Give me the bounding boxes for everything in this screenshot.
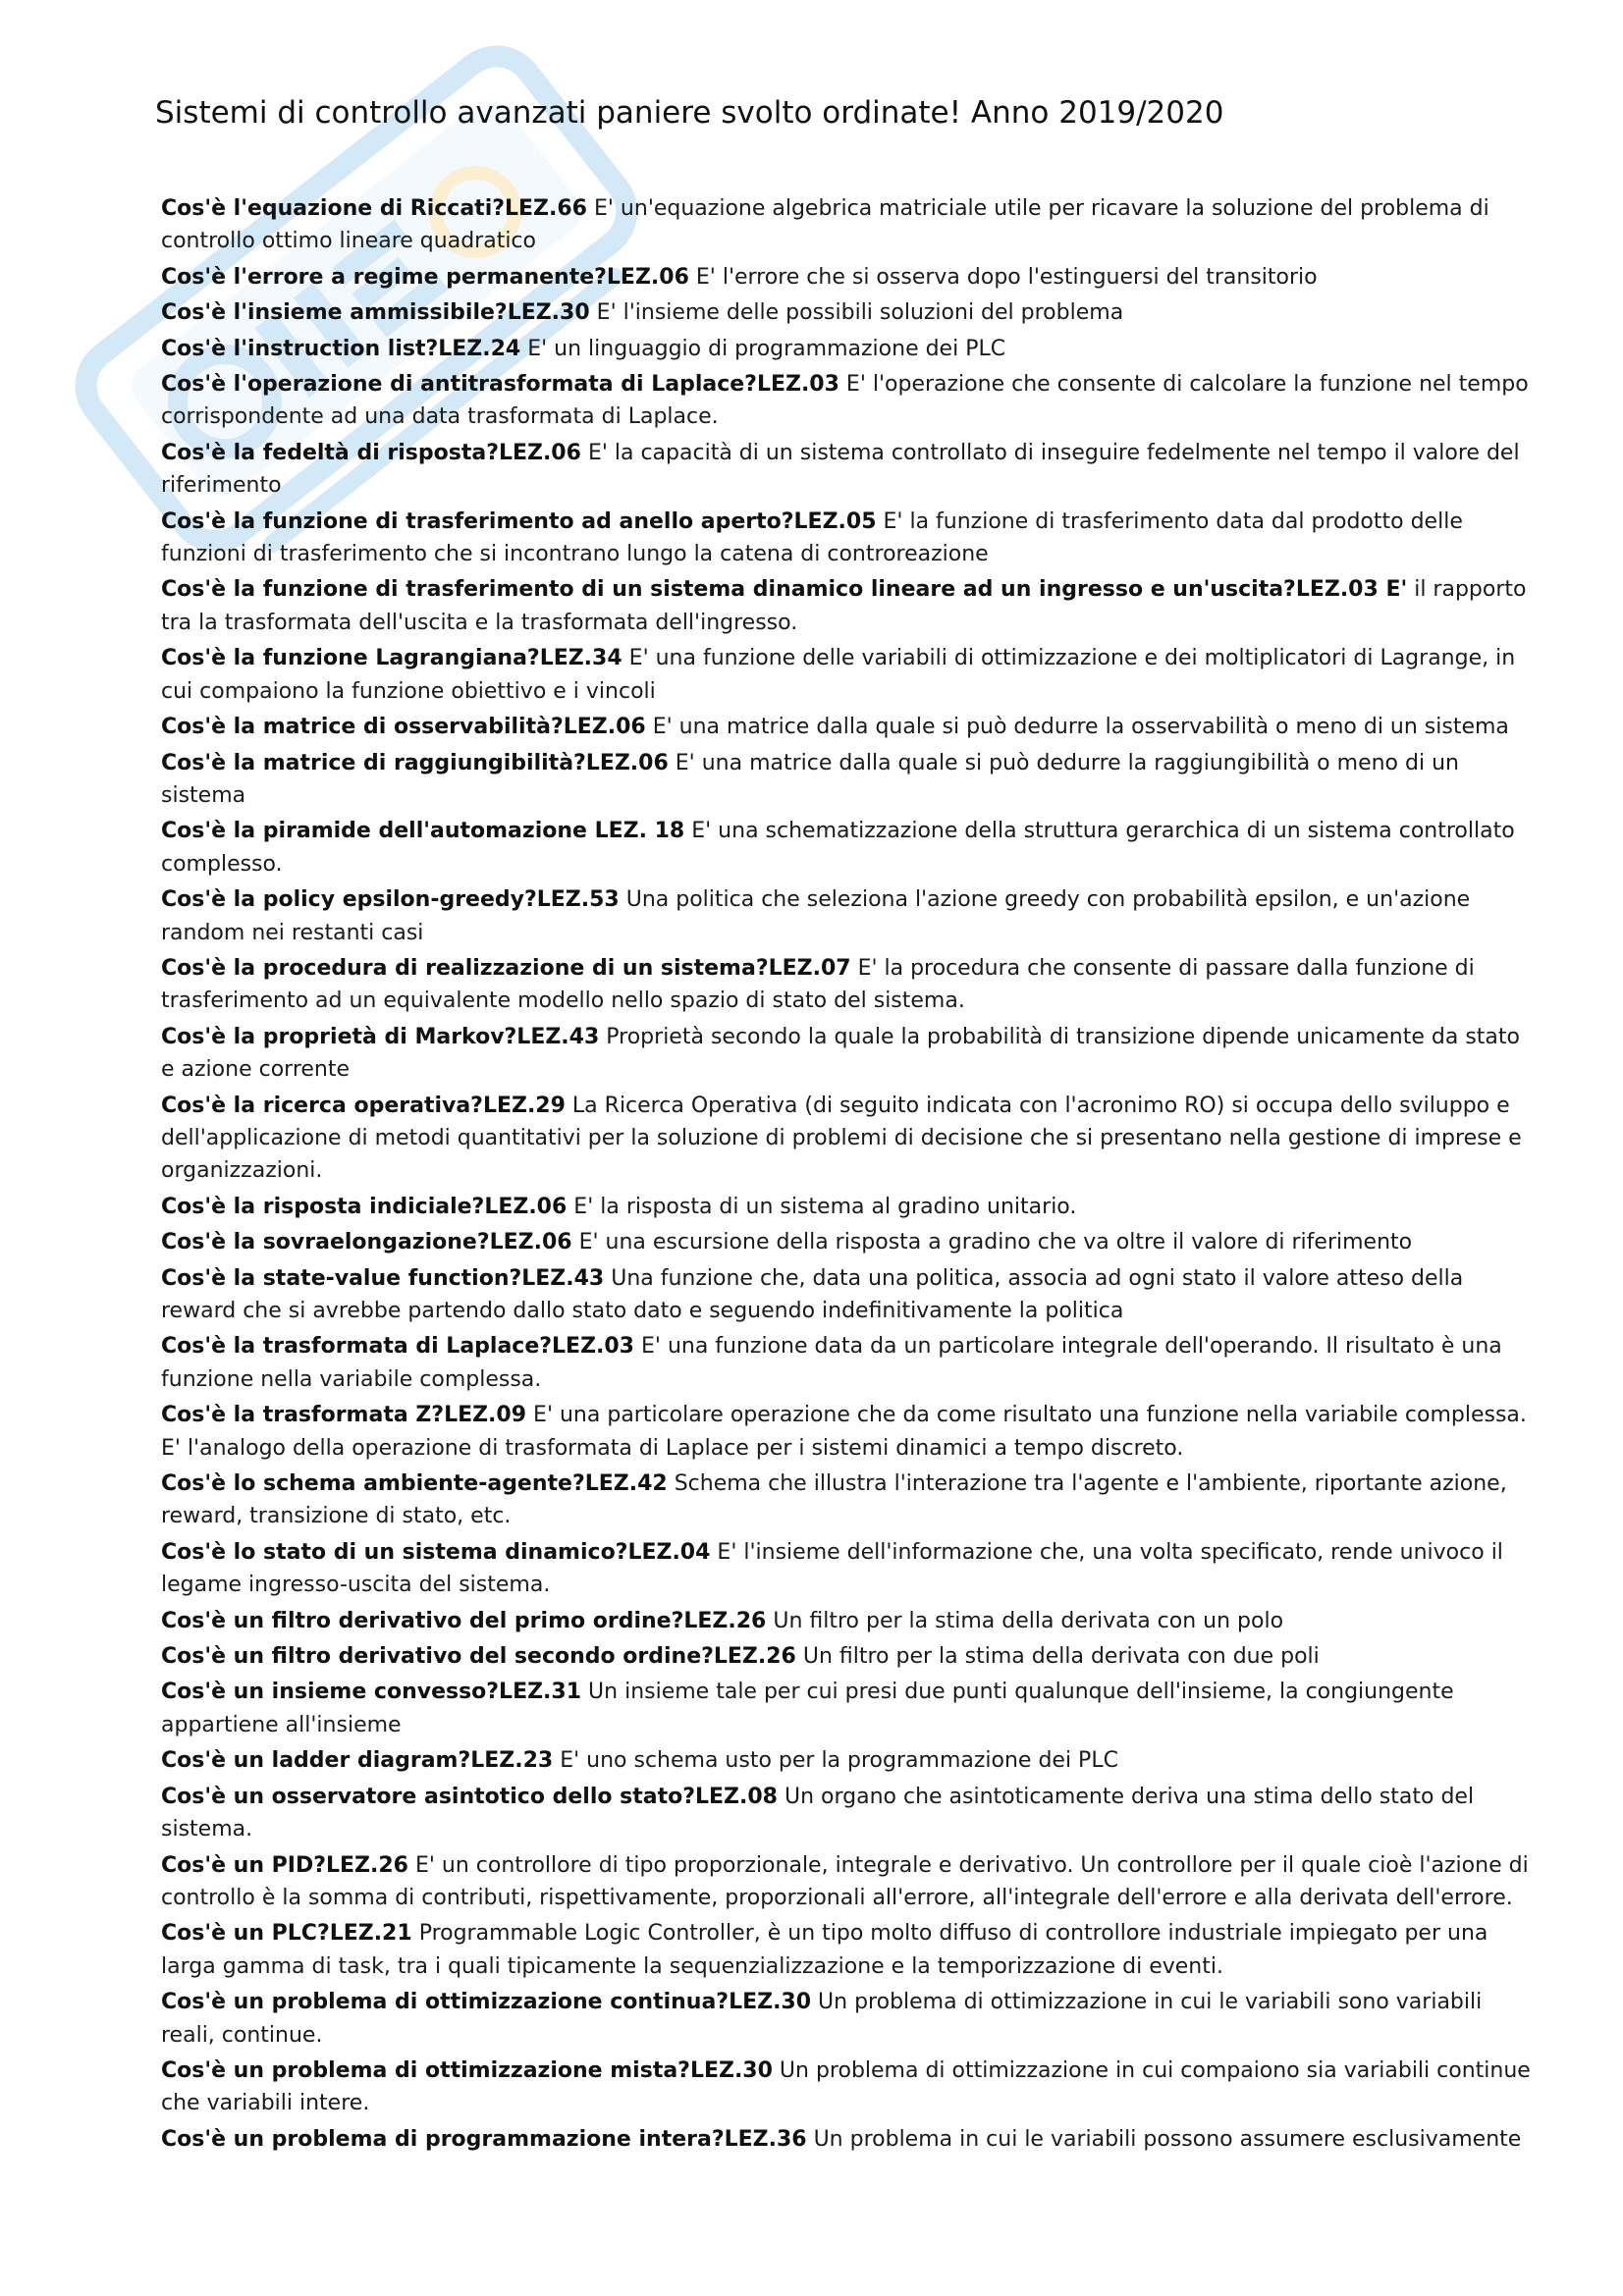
answer-text: E' una matrice dalla quale si può dedurre la raggiungibilità o meno di un sistema [161,750,1459,808]
qa-entry [161,711,1536,743]
question-text: Cos'è un problema di ottimizzazione mista?LEZ.30 [161,2057,773,2083]
qa-entry [161,368,1536,434]
qa-entry [161,1536,1536,1602]
question-text: Cos'è un insieme convesso?LEZ.31 [161,1680,582,1705]
qa-entry [161,1090,1536,1188]
qa-entry [161,1781,1536,1846]
answer-text: il rapporto tra la trasformata dell'uscita e la trasformata dell'ingresso. [161,577,1527,635]
question-answer-list [161,192,1536,2159]
question-text: Cos'è l'instruction list?LEZ.24 [161,336,521,361]
question-text: Cos'è la policy epsilon-greedy?LEZ.53 [161,887,620,913]
answer-text: E' un controllore di tipo proporzionale, integrale e derivativo. Un controllore per il quale cioè l'azione di controllo è la somma di contributi, rispettivamente, proporzionali all'errore, all'integrale dell'errore e alla derivata dell'errore. [161,1852,1529,1910]
question-text: Cos'è la risposta indiciale?LEZ.06 [161,1194,568,1219]
answer-text: E' la funzione di trasferimento data dal prodotto delle funzioni di trasferimento che si incontrano lungo la catena di controreazione [161,508,1463,567]
answer-text: Un filtro per la stima della derivata con due poli [802,1644,1320,1670]
qa-entry [161,1676,1536,1741]
answer-text: E' l'insieme dell'informazione che, una volta specificato, rende univoco il legame ingresso-uscita del sistema. [161,1539,1503,1598]
answer-text: Un organo che asintoticamente deriva una stima dello stato del sistema. [161,1784,1475,1842]
qa-entry [161,1917,1536,1983]
question-text: Cos'è un PID?LEZ.26 [161,1852,408,1878]
qa-entry [161,261,1536,294]
question-text: Cos'è un filtro derivativo del secondo ordine?LEZ.26 [161,1644,796,1670]
answer-text: E' un'equazione algebrica matriciale utile per ricavare la soluzione del problema di controllo ottimo lineare quadratico [161,196,1489,254]
qa-entry [161,1330,1536,1396]
question-text: Cos'è la trasformata di Laplace?LEZ.03 [161,1334,634,1360]
qa-entry [161,1468,1536,1533]
answer-text: E' l'insieme delle possibili soluzioni del problema [596,300,1124,326]
question-text: Cos'è la state-value function?LEZ.43 [161,1265,605,1291]
answer-text: Proprietà secondo la quale la probabilità di transizione dipende unicamente da stato e azione corrente [161,1024,1520,1083]
qa-entry [161,1191,1536,1223]
qa-entry [161,642,1536,708]
qa-entry [161,333,1536,365]
qa-entry [161,192,1536,258]
qa-entry [161,883,1536,949]
qa-entry [161,747,1536,813]
question-text: Cos'è un osservatore asintotico dello stato?LEZ.08 [161,1784,778,1809]
question-text: Cos'è la matrice di osservabilità?LEZ.06 [161,715,646,740]
qa-entry [161,296,1536,329]
qa-entry [161,1849,1536,1915]
qa-entry [161,1744,1536,1777]
question-text: Cos'è la sovraelongazione?LEZ.06 [161,1230,572,1255]
qa-entry [161,815,1536,881]
answer-text: E' un linguaggio di programmazione dei PLC [527,336,1006,361]
qa-entry [161,1262,1536,1328]
answer-text: E' una schematizzazione della struttura gerarchica di un sistema controllato complesso. [161,819,1515,877]
answer-text: E' una particolare operazione che da come risultato una funzione nella variabile complessa. E' l'analogo della operazione di trasformata di Laplace per i sistemi dinamici a tempo discreto. [161,1403,1527,1461]
question-text: Cos'è la procedura di realizzazione di un sistema?LEZ.07 [161,955,851,981]
question-text: Cos'è la matrice di raggiungibilità?LEZ.06 [161,750,669,775]
answer-text: E' la capacità di un sistema controllato di inseguire fedelmente nel tempo il valore del riferimento [161,440,1520,499]
answer-text: E' una funzione data da un particolare integrale dell'operando. Il risultato è una funzione nella variabile complessa. [161,1334,1502,1392]
question-text: Cos'è un ladder diagram?LEZ.23 [161,1748,554,1774]
question-text: Cos'è un filtro derivativo del primo ordine?LEZ.26 [161,1608,767,1633]
qa-entry [161,1986,1536,2052]
qa-entry [161,952,1536,1018]
answer-text: E' la procedura che consente di passare dalla funzione di trasferimento ad un equivalente modello nello spazio di stato del sistema. [161,955,1475,1014]
question-text: Cos'è la funzione Lagrangiana?LEZ.34 [161,646,622,671]
answer-text: E' uno schema usto per la programmazione dei PLC [560,1748,1118,1774]
question-text: Cos'è un problema di ottimizzazione continua?LEZ.30 [161,1990,812,2015]
answer-text: E' una escursione della risposta a gradino che va oltre il valore di riferimento [578,1230,1413,1255]
qa-entry [161,573,1536,639]
qa-entry [161,1226,1536,1258]
question-text: Cos'è lo schema ambiente-agente?LEZ.42 [161,1471,668,1497]
answer-text: Una politica che seleziona l'azione greedy con probabilità epsilon, e un'azione random nei restanti casi [161,887,1471,945]
answer-text: E' la risposta di un sistema al gradino unitario. [573,1194,1077,1219]
question-text: Cos'è un PLC?LEZ.21 [161,1921,412,1947]
answer-text: E' una matrice dalla quale si può dedurre la osservabilità o meno di un sistema [652,715,1509,740]
answer-text: Programmable Logic Controller, è un tipo molto diffuso di controllore industriale impiegato per una larga gamma di task, tra i quali tipicamente la sequenzializzazione e la temporizzazione di eventi. [161,1921,1488,1979]
question-text: Cos'è la funzione di trasferimento ad anello aperto?LEZ.05 [161,508,877,534]
answer-text: Un problema di ottimizzazione in cui le variabili sono variabili reali, continue. [161,1990,1483,2048]
qa-entry [161,1605,1536,1637]
qa-entry [161,2123,1536,2156]
answer-text: Schema che illustra l'interazione tra l'agente e l'ambiente, riportante azione, reward, transizione di stato, etc. [161,1471,1507,1529]
answer-text: La Ricerca Operativa (di seguito indicata con l'acronimo RO) si occupa dello sviluppo e dell'applicazione di metodi quantitativi per la soluzione di problemi di decisione che si presentano nella gestione di imprese e organizzazioni. [161,1093,1522,1184]
qa-entry [161,2055,1536,2120]
question-text: Cos'è l'operazione di antitrasformata di Laplace?LEZ.03 [161,372,839,398]
qa-entry [161,1640,1536,1673]
question-text: Cos'è la ricerca operativa?LEZ.29 [161,1093,566,1118]
qa-entry [161,1399,1536,1465]
question-text: Cos'è la fedeltà di risposta?LEZ.06 [161,440,581,465]
question-text: Cos'è la funzione di trasferimento di un sistema dinamico lineare ad un ingresso e un'uscita?LEZ.03 E' [161,577,1408,603]
question-text: Cos'è un problema di programmazione intera?LEZ.36 [161,2126,807,2152]
answer-text: Una funzione che, data una politica, associa ad ogni stato il valore atteso della reward che si avrebbe partendo dallo stato dato e seguendo indefinitivamente la politica [161,1265,1464,1323]
answer-text: E' una funzione delle variabili di ottimizzazione e dei moltiplicatori di Lagrange, in cui compaiono la funzione obiettivo e i vincoli [161,646,1516,704]
question-text: Cos'è l'errore a regime permanente?LEZ.06 [161,264,689,290]
question-text: Cos'è l'insieme ammissibile?LEZ.30 [161,300,590,326]
answer-text: Un problema in cui le variabili possono assumere esclusivamente [813,2126,1522,2152]
document-title: Sistemi di controllo avanzati paniere svolto ordinate! Anno 2019/2020 [155,95,1224,131]
qa-entry [161,1021,1536,1087]
answer-text: E' l'operazione che consente di calcolare la funzione nel tempo corrispondente ad una data trasformata di Laplace. [161,372,1529,430]
qa-entry [161,506,1536,571]
answer-text: E' l'errore che si osserva dopo l'estinguersi del transitorio [695,264,1318,290]
question-text: Cos'è la proprietà di Markov?LEZ.43 [161,1024,600,1049]
question-text: Cos'è la trasformata Z?LEZ.09 [161,1403,527,1428]
question-text: Cos'è l'equazione di Riccati?LEZ.66 [161,196,587,221]
qa-entry [161,437,1536,503]
question-text: Cos'è la piramide dell'automazione LEZ. 18 [161,819,685,844]
answer-text: Un insieme tale per cui presi due punti qualunque dell'insieme, la congiungente appartiene all'insieme [161,1680,1454,1737]
answer-text: Un problema di ottimizzazione in cui compaiono sia variabili continue che variabili intere. [161,2057,1531,2116]
question-text: Cos'è lo stato di un sistema dinamico?LEZ.04 [161,1539,711,1565]
answer-text: Un filtro per la stima della derivata con un polo [773,1608,1284,1633]
